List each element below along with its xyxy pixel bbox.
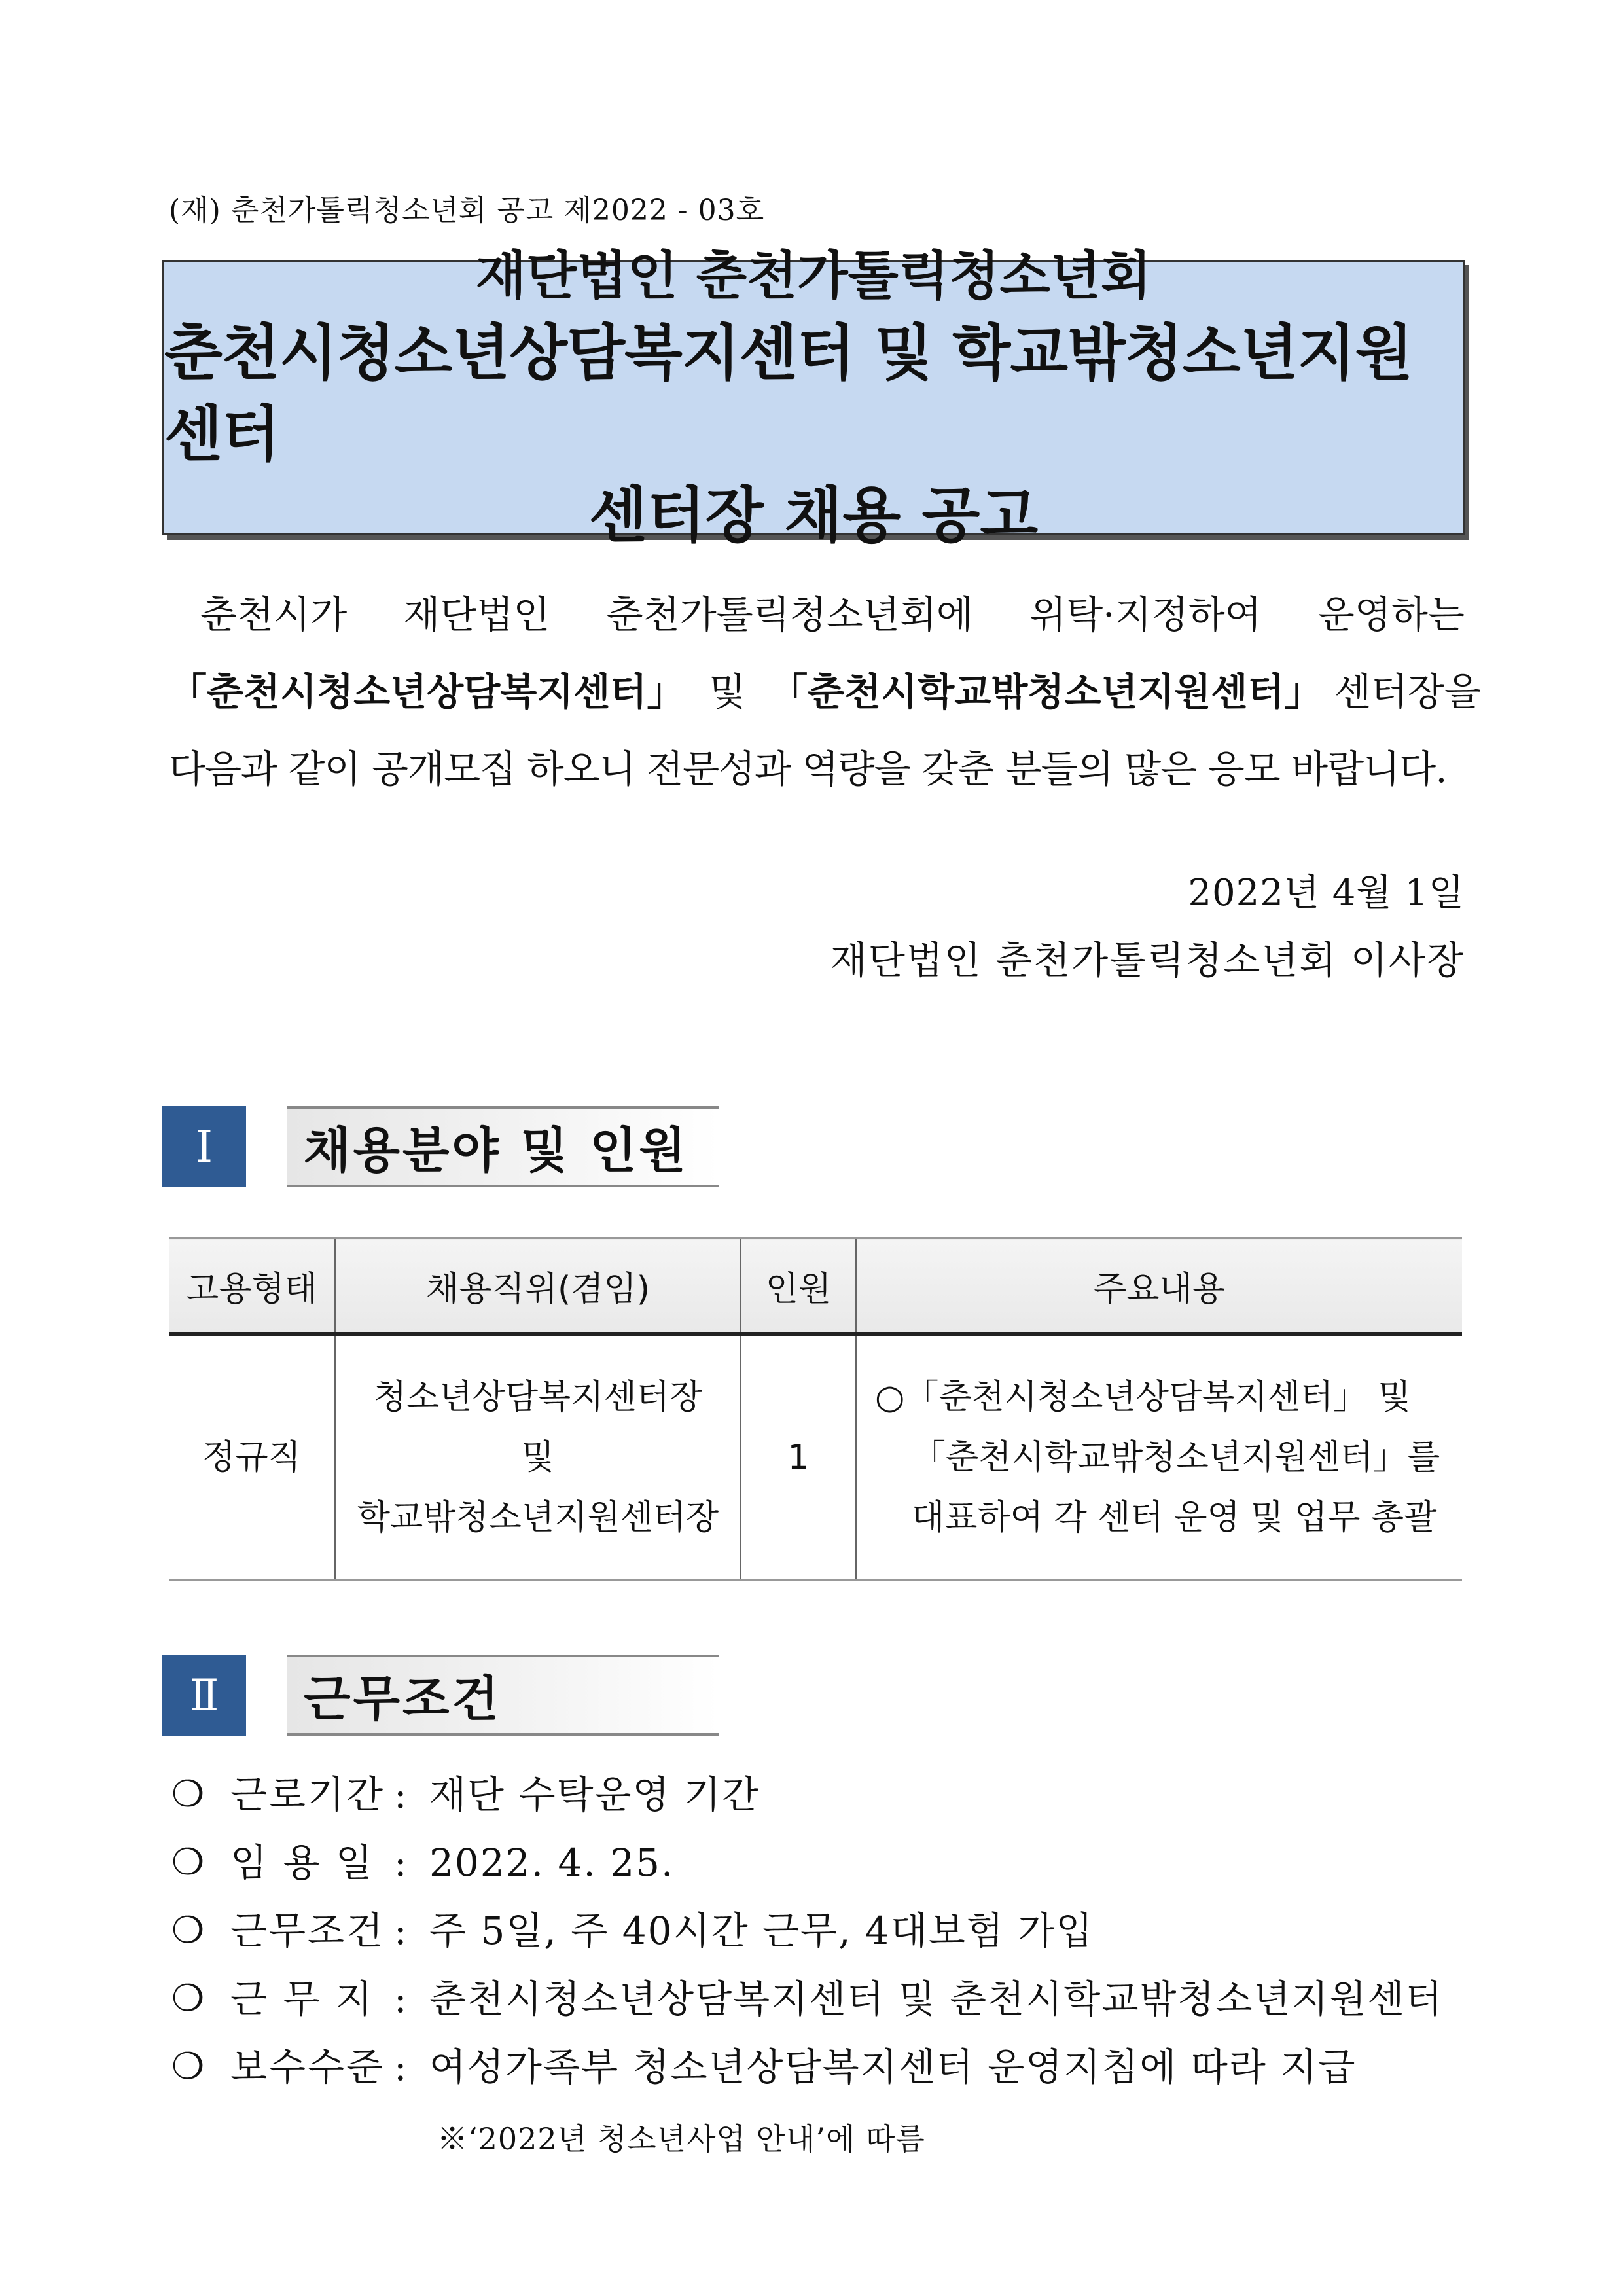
title-line-2: 춘천시청소년상담복지센터 및 학교밖청소년지원센터 xyxy=(164,318,1413,469)
condition-label: 근로기간 xyxy=(230,1772,385,1817)
section-1-number: Ⅰ xyxy=(162,1106,246,1187)
header-main-duties: 주요내용 xyxy=(856,1238,1462,1335)
intro-line-1: 춘천시가 재단법인 춘천가톨릭청소년회에 위탁·지정하여 운영하는 xyxy=(200,592,1465,637)
circle-bullet-icon: ❍ xyxy=(171,1773,205,1816)
cell-main-duties xyxy=(856,1335,1462,1580)
condition-value: 여성가족부 청소년상담복지센터 운영지침에 따라 지급 xyxy=(429,2045,1357,2089)
condition-value: 춘천시청소년상담복지센터 및 춘천시학교밖청소년지원센터 xyxy=(429,1977,1444,2021)
title-line-1: 재단법인 춘천가톨릭청소년회 xyxy=(475,245,1152,306)
title-line-3: 센터장 채용 공고 xyxy=(588,480,1039,550)
condition-value: 재단 수탁운영 기간 xyxy=(429,1772,760,1817)
intro-conjunction: 및 xyxy=(709,670,746,714)
list-item xyxy=(171,1761,1444,1829)
condition-separator: : xyxy=(394,1840,407,1885)
cell-headcount: 1 xyxy=(741,1335,856,1580)
condition-label: 보수수준 xyxy=(230,2045,385,2089)
list-item xyxy=(171,1897,1444,1965)
duty-line: 대표하여 각 센터 운영 및 업무 총괄 xyxy=(912,1498,1437,1537)
position-line: 및 xyxy=(521,1438,555,1477)
section-1-title: 채용분야 및 인원 xyxy=(287,1106,719,1187)
title-box xyxy=(162,245,1465,550)
condition-label: 근 무 지 xyxy=(230,1977,374,2021)
condition-separator: : xyxy=(394,1909,407,1953)
header-headcount: 인원 xyxy=(741,1238,856,1335)
issuer: 재단법인 춘천가톨릭청소년회 이사장 xyxy=(830,938,1465,982)
cell-position xyxy=(335,1335,741,1580)
condition-label: 임 용 일 xyxy=(230,1840,374,1885)
cell-employment-type: 정규직 xyxy=(169,1335,335,1580)
condition-separator: : xyxy=(394,2045,407,2089)
header-employment-type: 고용형태 xyxy=(169,1238,335,1335)
condition-label: 근무조건 xyxy=(230,1909,385,1953)
table-row xyxy=(169,1335,1462,1580)
position-line: 학교밖청소년지원센터장 xyxy=(357,1498,719,1537)
circle-bullet-icon: ❍ xyxy=(171,2045,205,2088)
intro-line-2-tail: 센터장을 xyxy=(1334,670,1482,714)
list-item xyxy=(171,1965,1444,2033)
notice-date: 2022년 4월 1일 xyxy=(1188,872,1465,914)
condition-separator: : xyxy=(394,1977,407,2021)
position-line: 청소년상담복지센터장 xyxy=(373,1378,703,1417)
duty-line: 「춘천시학교밖청소년지원센터」를 xyxy=(912,1438,1440,1477)
conditions-list xyxy=(171,1761,1444,2101)
section-2-number: Ⅱ xyxy=(162,1655,246,1736)
list-item xyxy=(171,2033,1444,2101)
condition-separator: : xyxy=(394,1772,407,1817)
list-item xyxy=(171,1829,1444,1897)
circle-bullet-icon: ❍ xyxy=(171,1977,205,2020)
header-position: 채용직위(겸임) xyxy=(335,1238,741,1335)
intro-paragraph xyxy=(169,576,1482,808)
section-2-title: 근무조건 xyxy=(287,1655,719,1736)
condition-value: 주 5일, 주 40시간 근무, 4대보험 가입 xyxy=(429,1909,1094,1953)
recruit-table xyxy=(169,1237,1462,1581)
intro-line-3: 다음과 같이 공개모집 하오니 전문성과 역량을 갖춘 분들의 많은 응모 바랍니다. xyxy=(169,747,1447,791)
circle-bullet-icon: ❍ xyxy=(171,1841,205,1884)
circle-bullet-icon: ❍ xyxy=(171,1909,205,1952)
center-name-1: 「춘천시청소년상담복지센터」 xyxy=(169,670,685,714)
salary-note: ※‘2022년 청소년사업 안내’에 따름 xyxy=(437,2121,925,2157)
center-name-2: 「춘천시학교밖청소년지원센터」 xyxy=(770,670,1323,714)
condition-value: 2022. 4. 25. xyxy=(429,1840,675,1885)
notice-number: (재) 춘천가톨릭청소년회 공고 제2022 - 03호 xyxy=(169,194,765,227)
intro-line-2 xyxy=(169,653,1482,730)
table-header-row xyxy=(169,1238,1462,1335)
duty-line: ○「춘천시청소년상담복지센터」 및 xyxy=(875,1378,1411,1417)
